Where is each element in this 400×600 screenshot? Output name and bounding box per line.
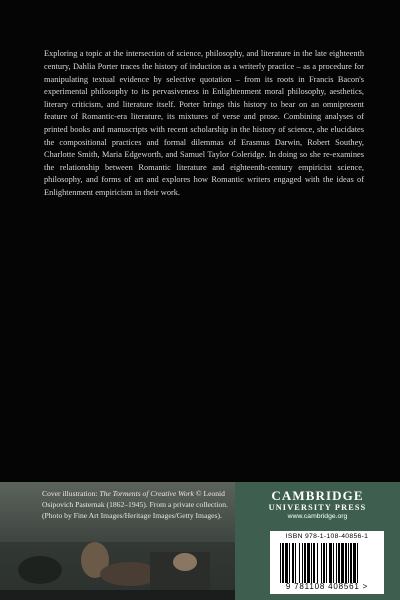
publisher-name: CAMBRIDGE [271, 488, 364, 503]
isbn-label: ISBN 978-1-108-40856-1 [285, 533, 369, 540]
caption-credit: © Leonid Osipovich Pasternak (1862–1945). From a private collection. (Photo by Fine Art Images/Heritage Images/Getty Images). [42, 489, 229, 520]
cover-illustration-caption [42, 489, 230, 521]
blurb-text: Exploring a topic at the intersection of science, philosophy, and literature in the late eighteenth century, Dahlia Porter traces the history of induction as a writerly practice – as a procedure for manipulating textual evidence by selective quotation – from its roots in Francis Bacon's experimental philosophy to its pervasiveness in Enlightenment moral philosophy, aesthetics, literary criticism, and literature itself. Porter brings this history to bear on an omnipresent feature of Romantic-era literature, its mixtures of verse and prose. Combining analyses of printed books and manuscripts with recent scholarship in the history of science, she elucidates the compositional practices and formal dilemmas of Erasmus Darwin, Robert Southey, Charlotte Smith, Maria Edgeworth, and Samuel Taylor Coleridge. In doing so she re-examines the relationship between Romantic literature and eighteenth-century empiricist science, philosophy, and forms of art and explores how Romantic writers engaged with the ideas of Enlightenment empiricism in their work. [44, 49, 364, 197]
barcode-box [270, 531, 384, 594]
caption-artwork-title: The Torments of Creative Work [99, 489, 194, 498]
publisher-url: www.cambridge.org [287, 513, 348, 520]
barcode-image [279, 543, 375, 583]
caption-prefix: Cover illustration: [42, 489, 100, 498]
publisher-subname: UNIVERSITY PRESS [268, 503, 367, 512]
barcode-digits: 9 781108 408561 > [285, 582, 369, 591]
